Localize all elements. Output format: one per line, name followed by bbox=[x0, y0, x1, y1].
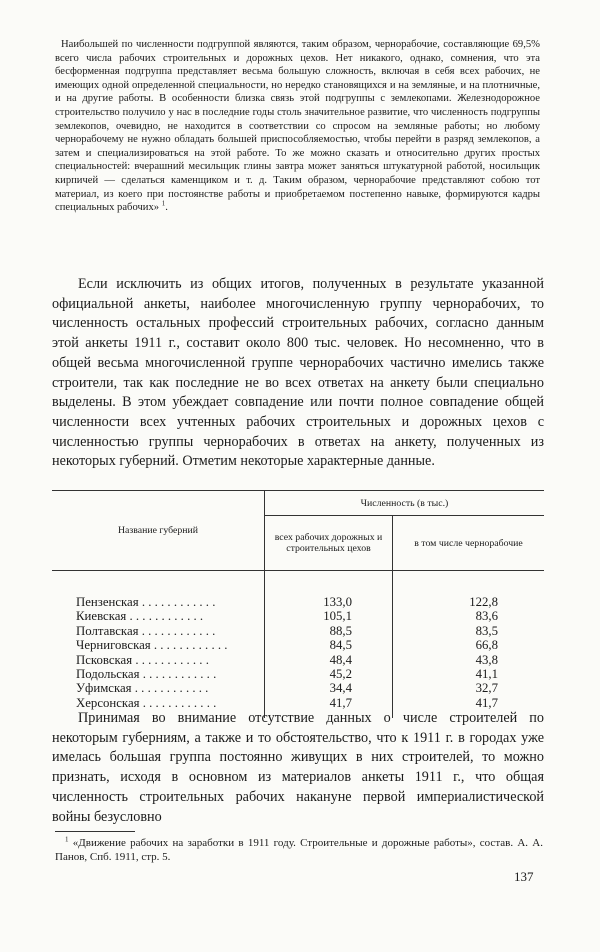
laborers-value: 41,7 bbox=[475, 695, 498, 710]
province-name: Псковская . . . . . . . . . . . . bbox=[52, 653, 265, 667]
laborers-value: 32,7 bbox=[475, 681, 498, 696]
table-row bbox=[52, 595, 544, 609]
laborers-value: 41,1 bbox=[475, 667, 498, 682]
table-row bbox=[52, 667, 544, 681]
footnote bbox=[55, 836, 543, 864]
header-laborers: в том числе чернорабочие bbox=[393, 516, 545, 571]
paragraph-2: Принимая во внимание отсутствие данных о числе строителей по некоторым губерниям, а также и то обстоятельство, что к 1911 г. в городах уже имелась большая группа постоянно живущих в них строителей, то можно признать, исходя в основном из материалов анкеты 1911 г., что общая численность строительных рабочих накануне первой империалистической войны безусловно bbox=[52, 710, 544, 825]
header-count-group: Численность (в тыс.) bbox=[265, 491, 545, 516]
paragraph-main bbox=[52, 275, 544, 472]
province-name: Херсонская . . . . . . . . . . . . bbox=[52, 696, 265, 710]
laborers-value: 66,8 bbox=[475, 638, 498, 653]
laborers-value: 83,5 bbox=[475, 623, 498, 638]
paragraph-1: Если исключить из общих итогов, полученных в результате указанной официальной анкеты, наиболее многочисленную группу чернорабочих, то численность остальных профессий строительных рабочих, согласно данным этой анкеты 1911 г., составит около 800 тыс. человек. Но несомненно, что в общей весьма многочисленной группе чернорабочих частично имелись также строители, так как последние не во всех ответах на анкету были специально выделены. В этом убеждает совпадение или почти полное совпадение общей численности всех учтенных рабочих строительных и дорожных цехов с численностью группы чернорабочих в ответах на анкету, полученных из некоторых губерний. Отметим некоторые характерные данные. bbox=[52, 276, 544, 470]
laborers-value: 83,6 bbox=[475, 609, 498, 624]
provinces-table bbox=[52, 490, 544, 718]
laborers-value: 122,8 bbox=[469, 595, 498, 609]
province-name: Пензенская . . . . . . . . . . . . bbox=[52, 595, 265, 609]
table-row bbox=[52, 681, 544, 695]
table-row bbox=[52, 609, 544, 623]
header-province-name: Название губерний bbox=[52, 491, 265, 571]
total-workers-value: 34,4 bbox=[265, 681, 393, 695]
footnote-mark: 1 bbox=[65, 835, 69, 844]
table-row bbox=[52, 624, 544, 638]
province-name: Киевская . . . . . . . . . . . . bbox=[52, 609, 265, 623]
footnote-text: «Движение рабочих на заработки в 1911 году. Строительные и дорожные работы», состав. А. А. Панов, Спб. 1911, стр. 5. bbox=[55, 837, 543, 863]
total-workers-value: 133,0 bbox=[265, 595, 393, 609]
laborers-value: 43,8 bbox=[475, 652, 498, 667]
total-workers-value: 105,1 bbox=[265, 609, 393, 623]
footnote-reference: 1 bbox=[161, 199, 166, 208]
total-workers-value: 41,7 bbox=[265, 696, 393, 710]
page-number: 137 bbox=[514, 869, 534, 884]
total-workers-value: 84,5 bbox=[265, 638, 393, 652]
paragraph-continuation bbox=[52, 709, 544, 827]
total-workers-value: 45,2 bbox=[265, 667, 393, 681]
total-workers-value: 48,4 bbox=[265, 653, 393, 667]
footnote-divider bbox=[55, 831, 135, 832]
quoted-passage: Наибольшей по численности подгруппой являются, таким образом, чернорабочие, составляющие 69,5% всего числа рабочих строительных и дорожных цехов. Нет никакого, однако, сомнения, что эта бесформенная подгруппа представляет весьма большую сложность, включая в себя всех рабочих, не имеющих одной определенной специальности, но нередко становящихся и на земляные, и на плотничные, и на другие работы. В особенности близка связь этой подгруппы с землекопами. Железнодорожное строительство получило у нас в последние годы столь значительное развитие, что численность подгруппы землекопов, очевидно, не находится в соответствии со спросом на земляные работы; но любому чернорабочему не нужно обладать большей приспособляемостью, чтобы перейти в разряд землекопов, а затем и специализироваться на этой работе. То же можно сказать и относительно других простых специальностей: вчерашний месильщик глины завтра может заняться штукатурной работой, носильщик кирпичей — сделаться каменщиком и т. д. Таким образом, чернорабочие представляют собою тот материал, из коего при постоянстве работы и приобретаемом постепенно навыке, формируются кадры специальных рабочих» $^1$. bbox=[55, 39, 540, 214]
province-name: Уфимская . . . . . . . . . . . . bbox=[52, 681, 265, 695]
quote-text: Наибольшей по численности подгруппой являются, таким образом, чернорабочие, составляющие 69,5% всего числа рабочих строительных и дорожных цехов. Нет никакого, однако, сомнения, что эта бесформенная подгруппа представляет весьма большую сложность, включая в себя всех рабочих, не имеющих одной определенной специальности, но нередко становящихся и на земляные, и на плотничные, и на другие работы. В особенности близка связь этой подгруппы с землекопами. Железнодорожное строительство получило у нас в последние годы столь значительное развитие, что численность подгруппы землекопов, очевидно, не находится в соответствии со спросом на земляные работы; но любому чернорабочему не нужно обладать большей приспособляемостью, чтобы перейти в разряд землекопов, а затем и специализироваться на этой работе. То же можно сказать и относительно других простых специальностей: вчерашний месильщик глины завтра может заняться штукатурной работой, носильщик кирпичей — сделаться каменщиком и т. д. Таким образом, чернорабочие представляют собою тот материал, из коего при постоянстве работы и приобретаемом постепенно навыке, формируются кадры специальных рабочих» bbox=[55, 39, 540, 214]
province-name: Черниговская . . . . . . . . . . . . bbox=[52, 638, 265, 652]
province-name: Подольская . . . . . . . . . . . . bbox=[52, 667, 265, 681]
table-row bbox=[52, 638, 544, 652]
table-row bbox=[52, 653, 544, 667]
total-workers-value: 88,5 bbox=[265, 624, 393, 638]
province-name: Полтавская . . . . . . . . . . . . bbox=[52, 624, 265, 638]
header-all-workers: всех рабочих дорожных и строительных цехов bbox=[265, 516, 393, 571]
